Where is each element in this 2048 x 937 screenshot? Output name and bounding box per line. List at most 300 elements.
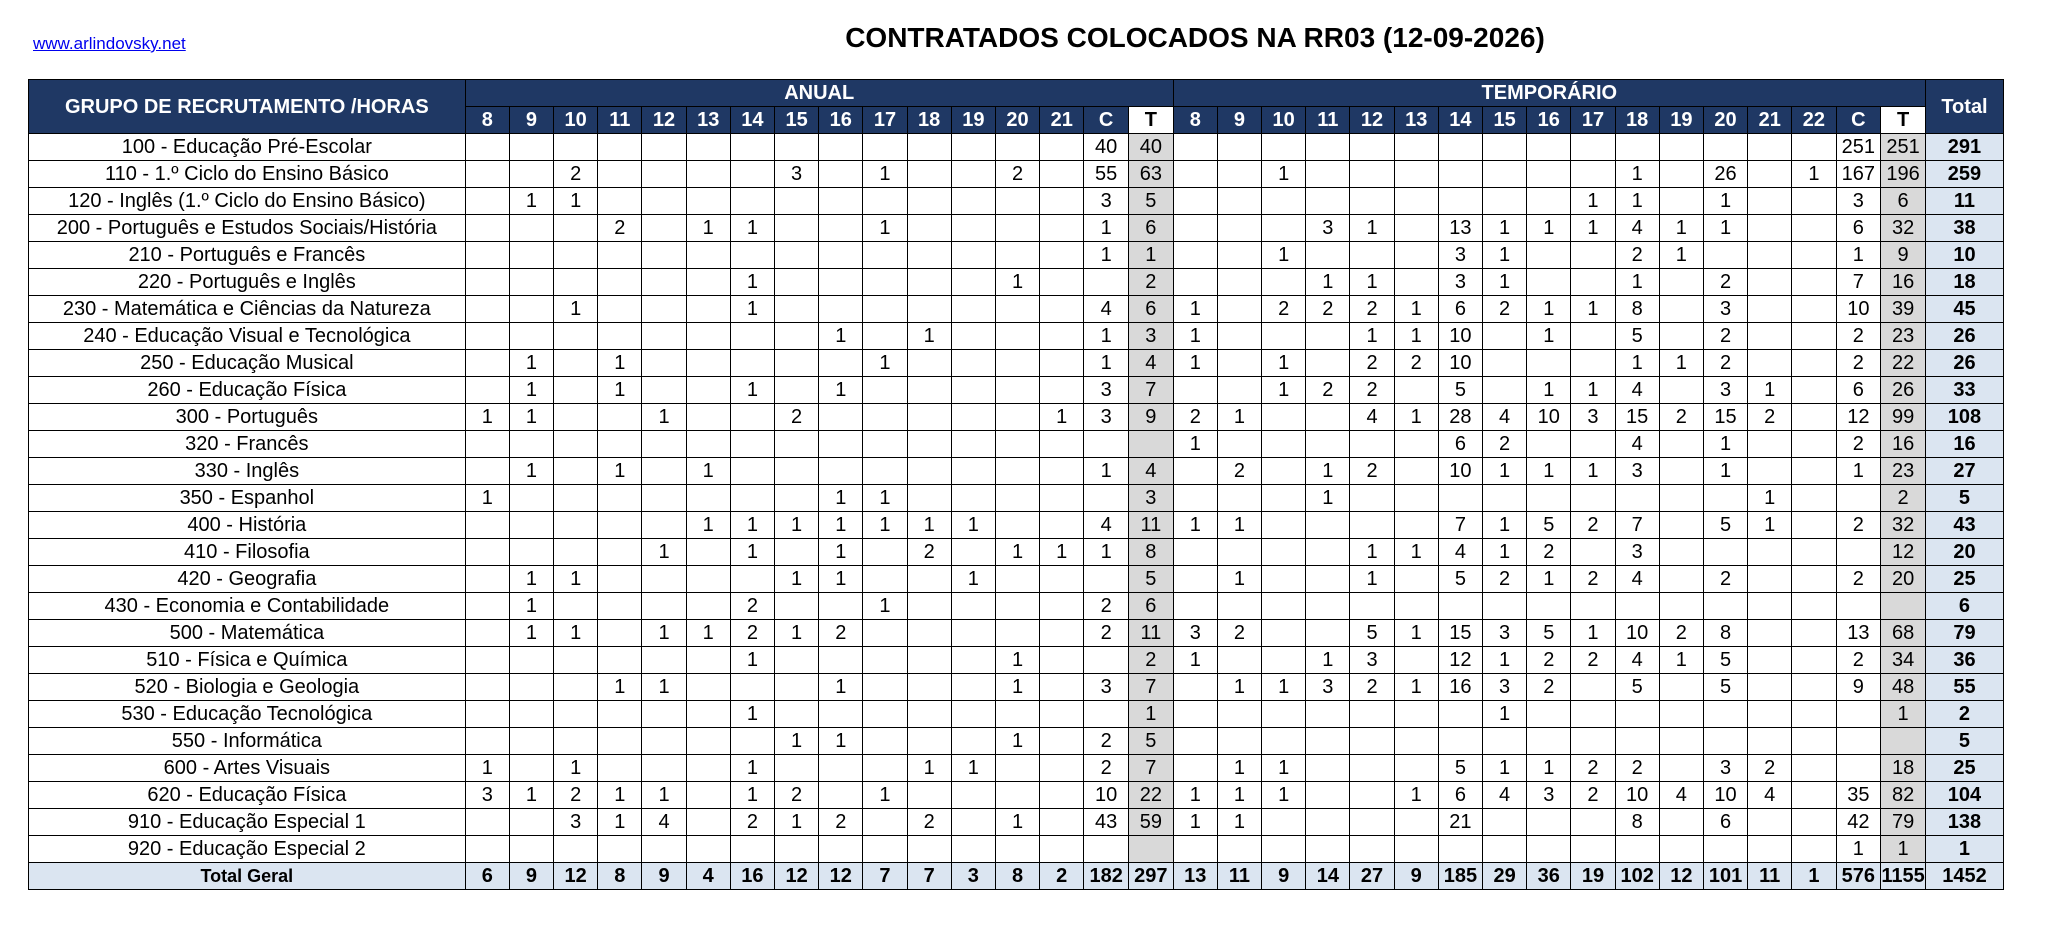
anual-cell: 1 [1084, 458, 1129, 485]
row-total: 104 [1925, 782, 2003, 809]
temp-cell [1527, 431, 1571, 458]
temp-cell: 18 [1881, 755, 1926, 782]
anual-cell [995, 593, 1039, 620]
anual-cell [598, 269, 642, 296]
temp-cell [1571, 539, 1615, 566]
temp-cell: 2 [1217, 458, 1261, 485]
temp-cell [1748, 728, 1792, 755]
temp-cell: 3 [1306, 215, 1350, 242]
anual-cell [598, 134, 642, 161]
anual-cell [686, 269, 730, 296]
anual-cell [1040, 296, 1084, 323]
temp-cell: 1 [1483, 215, 1527, 242]
anual-cell [642, 728, 686, 755]
anual-cell: 2 [819, 809, 863, 836]
temp-cell [1748, 836, 1792, 863]
temp-cell [1792, 458, 1836, 485]
temp-cell: 10 [1615, 782, 1659, 809]
temp-cell: 1 [1262, 350, 1306, 377]
anual-cell: 40 [1129, 134, 1174, 161]
temp-cell [1306, 593, 1350, 620]
anual-cell [1129, 431, 1174, 458]
temp-cell: 23 [1881, 323, 1926, 350]
temp-cell [1571, 350, 1615, 377]
temp-cell [1306, 809, 1350, 836]
temp-cell: 4 [1483, 782, 1527, 809]
temp-cell: 5 [1615, 323, 1659, 350]
table-row [29, 566, 2004, 593]
anual-cell [1040, 809, 1084, 836]
anual-cell: 1 [730, 782, 774, 809]
anual-cell [465, 458, 509, 485]
anual-cell [509, 431, 553, 458]
anual-cell [686, 188, 730, 215]
anual-cell [819, 782, 863, 809]
temp-cell [1792, 215, 1836, 242]
anual-cell: 1 [995, 647, 1039, 674]
temp-cell [1659, 431, 1703, 458]
anual-cell: 1 [554, 566, 598, 593]
temp-cell [1173, 215, 1217, 242]
anual-cell [686, 647, 730, 674]
anual-cell: 1 [509, 593, 553, 620]
anual-cell: 11 [1129, 620, 1174, 647]
temp-cell: 2 [1703, 269, 1747, 296]
row-label: 920 - Educação Especial 2 [29, 836, 466, 863]
anual-cell [1040, 350, 1084, 377]
row-total: 20 [1925, 539, 2003, 566]
temp-cell [1438, 188, 1482, 215]
anual-cell [686, 161, 730, 188]
temp-cell: 32 [1881, 215, 1926, 242]
anual-cell [907, 836, 951, 863]
anual-cell [995, 485, 1039, 512]
anual-cell [951, 188, 995, 215]
temp-cell: 1 [1350, 539, 1394, 566]
temp-cell: 1 [1394, 674, 1438, 701]
row-total: 108 [1925, 404, 2003, 431]
temp-cell: 251 [1881, 134, 1926, 161]
table-row [29, 728, 2004, 755]
temp-cell: 8 [1615, 296, 1659, 323]
anual-cell [995, 323, 1039, 350]
temp-cell [1394, 134, 1438, 161]
temp-cell [1748, 350, 1792, 377]
row-total: 45 [1925, 296, 2003, 323]
temp-cell: 5 [1438, 566, 1482, 593]
anual-cell: 1 [730, 755, 774, 782]
anual-cell [1084, 566, 1129, 593]
temp-cell [1792, 512, 1836, 539]
anual-cell [598, 431, 642, 458]
anual-cell [509, 539, 553, 566]
anual-cell [642, 593, 686, 620]
temp-cell: 3 [1615, 458, 1659, 485]
anual-cell: 1 [598, 458, 642, 485]
temp-cell: 68 [1881, 620, 1926, 647]
anual-cell: 11 [1129, 512, 1174, 539]
temp-cell [1350, 836, 1394, 863]
anual-cell [642, 458, 686, 485]
row-total: 26 [1925, 350, 2003, 377]
anual-cell [465, 269, 509, 296]
anual-cell: 5 [1129, 728, 1174, 755]
row-label: 210 - Português e Francês [29, 242, 466, 269]
temp-cell: 1 [1571, 377, 1615, 404]
anual-cell [907, 404, 951, 431]
temp-cell [1306, 404, 1350, 431]
anual-cell [554, 512, 598, 539]
anual-cell [554, 350, 598, 377]
anual-cell: 1 [774, 512, 818, 539]
row-label: 530 - Educação Tecnológica [29, 701, 466, 728]
anual-cell [1040, 485, 1084, 512]
row-label: 410 - Filosofia [29, 539, 466, 566]
anual-cell [995, 620, 1039, 647]
anual-cell [907, 242, 951, 269]
anual-cell [598, 323, 642, 350]
grand-anual-cell: 8 [598, 863, 642, 890]
temp-cell: 1 [1792, 161, 1836, 188]
anual-cell [774, 539, 818, 566]
temp-cell: 1 [1571, 215, 1615, 242]
table-row [29, 269, 2004, 296]
anual-cell [465, 836, 509, 863]
anual-cell [819, 134, 863, 161]
grand-anual-cell: 297 [1129, 863, 1174, 890]
temp-cell [1703, 242, 1747, 269]
row-label: 300 - Português [29, 404, 466, 431]
anual-cell: 1 [642, 404, 686, 431]
temp-cell [1571, 269, 1615, 296]
temp-cell [1527, 242, 1571, 269]
temp-cell: 2 [1615, 242, 1659, 269]
temp-cell [1703, 728, 1747, 755]
row-total: 5 [1925, 485, 2003, 512]
anual-cell: 2 [907, 539, 951, 566]
temp-cell: 1 [1306, 647, 1350, 674]
row-label: 220 - Português e Inglês [29, 269, 466, 296]
anual-col-header: 14 [730, 107, 774, 134]
temp-cell: 3 [1703, 755, 1747, 782]
grand-anual-cell: 182 [1084, 863, 1129, 890]
temp-cell [1703, 701, 1747, 728]
temp-cell [1615, 728, 1659, 755]
temp-cell: 99 [1881, 404, 1926, 431]
temp-cell: 2 [1350, 377, 1394, 404]
anual-cell [730, 404, 774, 431]
temp-cell: 15 [1438, 620, 1482, 647]
anual-cell [819, 836, 863, 863]
temp-cell: 1 [1350, 323, 1394, 350]
anual-cell [1129, 836, 1174, 863]
anual-cell [730, 836, 774, 863]
temp-cell: 1 [1703, 215, 1747, 242]
temp-cell [1527, 350, 1571, 377]
anual-cell [863, 134, 907, 161]
temp-cell [1173, 836, 1217, 863]
anual-cell: 1 [554, 620, 598, 647]
row-label: 110 - 1.º Ciclo do Ensino Básico [29, 161, 466, 188]
anual-cell: 4 [1129, 458, 1174, 485]
temp-cell: 15 [1615, 404, 1659, 431]
temp-cell: 8 [1703, 620, 1747, 647]
anual-cell: 2 [1129, 647, 1174, 674]
temp-cell: 22 [1881, 350, 1926, 377]
temp-cell: 2 [1527, 674, 1571, 701]
temp-cell [1703, 593, 1747, 620]
anual-cell [730, 485, 774, 512]
temp-cell [1306, 188, 1350, 215]
temp-cell [1394, 485, 1438, 512]
temp-cell [1350, 809, 1394, 836]
grand-anual-cell: 16 [730, 863, 774, 890]
temp-cell: 2 [1571, 647, 1615, 674]
anual-cell: 1 [863, 350, 907, 377]
row-total: 138 [1925, 809, 2003, 836]
anual-cell [554, 431, 598, 458]
row-label: 620 - Educação Física [29, 782, 466, 809]
temp-cell [1748, 566, 1792, 593]
temp-cell [1350, 728, 1394, 755]
temp-cell [1306, 350, 1350, 377]
row-label: 350 - Espanhol [29, 485, 466, 512]
temp-cell [1173, 134, 1217, 161]
temp-cell [1792, 539, 1836, 566]
temp-cell: 1 [1394, 323, 1438, 350]
temp-cell [1217, 836, 1261, 863]
row-label: 250 - Educação Musical [29, 350, 466, 377]
anual-cell [907, 269, 951, 296]
anual-cell [995, 755, 1039, 782]
temp-cell: 1 [1306, 458, 1350, 485]
anual-cell [465, 134, 509, 161]
anual-col-header: 12 [642, 107, 686, 134]
anual-cell [774, 350, 818, 377]
anual-col-header: 10 [554, 107, 598, 134]
temp-cell: 1 [1659, 242, 1703, 269]
temp-cell [1173, 755, 1217, 782]
temp-cell [1748, 269, 1792, 296]
temp-cell: 1 [1703, 431, 1747, 458]
anual-cell [509, 755, 553, 782]
anual-cell [774, 215, 818, 242]
anual-cell [819, 242, 863, 269]
anual-cell: 1 [819, 674, 863, 701]
anual-cell: 1 [642, 620, 686, 647]
temp-cell [1262, 269, 1306, 296]
temp-cell [1792, 485, 1836, 512]
temp-cell: 1 [1571, 458, 1615, 485]
temp-cell: 2 [1350, 458, 1394, 485]
anual-cell [774, 701, 818, 728]
temp-cell: 2 [1306, 377, 1350, 404]
anual-cell: 1 [907, 323, 951, 350]
anual-cell [995, 782, 1039, 809]
anual-cell [730, 188, 774, 215]
temp-cell [1394, 566, 1438, 593]
anual-cell [509, 296, 553, 323]
temp-cell [1792, 701, 1836, 728]
temp-cell [1792, 728, 1836, 755]
anual-cell [951, 701, 995, 728]
temp-cell: 20 [1881, 566, 1926, 593]
anual-cell [686, 836, 730, 863]
anual-cell [863, 269, 907, 296]
anual-cell [598, 836, 642, 863]
anual-cell [774, 836, 818, 863]
anual-cell [774, 323, 818, 350]
anual-cell [642, 188, 686, 215]
temp-cell: 4 [1615, 647, 1659, 674]
temp-cell: 1 [1615, 269, 1659, 296]
temp-cell: 5 [1703, 674, 1747, 701]
anual-cell [730, 431, 774, 458]
anual-cell: 2 [774, 782, 818, 809]
table-row [29, 458, 2004, 485]
anual-cell [774, 593, 818, 620]
temp-cell [1438, 836, 1482, 863]
temp-cell [1792, 377, 1836, 404]
temp-cell: 3 [1615, 539, 1659, 566]
temp-cell [1483, 593, 1527, 620]
temp-cell [1792, 755, 1836, 782]
temp-cell: 2 [1217, 620, 1261, 647]
temp-cell: 16 [1438, 674, 1482, 701]
row-total: 27 [1925, 458, 2003, 485]
anual-cell: 1 [730, 512, 774, 539]
anual-cell [774, 242, 818, 269]
anual-cell: 1 [774, 809, 818, 836]
temp-cell: 2 [1527, 647, 1571, 674]
temp-cell [1217, 296, 1261, 323]
temp-cell [1306, 323, 1350, 350]
anual-cell [730, 728, 774, 755]
anual-cell: 6 [1129, 296, 1174, 323]
source-link[interactable]: www.arlindovsky.net [33, 34, 186, 53]
anual-cell: 4 [642, 809, 686, 836]
temp-cell: 1 [1350, 566, 1394, 593]
anual-cell [1040, 755, 1084, 782]
anual-cell: 3 [1129, 323, 1174, 350]
anual-cell [598, 512, 642, 539]
temp-cell [1306, 566, 1350, 593]
anual-cell [598, 566, 642, 593]
row-label: 520 - Biologia e Geologia [29, 674, 466, 701]
anual-cell [951, 593, 995, 620]
table-row [29, 782, 2004, 809]
temp-cell [1394, 728, 1438, 755]
grand-temp-cell: 11 [1748, 863, 1792, 890]
anual-cell: 3 [1084, 188, 1129, 215]
grand-anual-cell: 12 [819, 863, 863, 890]
temp-cell [1173, 701, 1217, 728]
temp-cell: 10 [1703, 782, 1747, 809]
table-row [29, 647, 2004, 674]
temp-cell [1836, 701, 1881, 728]
anual-cell [907, 593, 951, 620]
temp-cell [1394, 377, 1438, 404]
temp-cell: 2 [1703, 566, 1747, 593]
temp-cell [1571, 728, 1615, 755]
temp-cell: 2 [1394, 350, 1438, 377]
anual-cell [951, 377, 995, 404]
anual-cell: 3 [1084, 674, 1129, 701]
anual-cell [1040, 782, 1084, 809]
temp-cell [1615, 485, 1659, 512]
temp-cell [1571, 431, 1615, 458]
anual-cell: 1 [951, 512, 995, 539]
temp-cell [1483, 836, 1527, 863]
temp-cell [1438, 134, 1482, 161]
anual-cell [465, 566, 509, 593]
temp-cell: 5 [1527, 512, 1571, 539]
anual-cell: 7 [1129, 377, 1174, 404]
temp-cell: 3 [1173, 620, 1217, 647]
temp-cell: 2 [1836, 431, 1881, 458]
anual-cell: 1 [907, 512, 951, 539]
anual-cell [554, 836, 598, 863]
temp-cell [1438, 593, 1482, 620]
anual-cell [1084, 269, 1129, 296]
table-body [29, 134, 2004, 890]
temp-cell: 9 [1836, 674, 1881, 701]
anual-cell: 63 [1129, 161, 1174, 188]
temp-cell [1173, 458, 1217, 485]
temp-cell: 1 [1527, 755, 1571, 782]
anual-cell [774, 431, 818, 458]
page-title: CONTRATADOS COLOCADOS NA RR03 (12-09-2026) [845, 22, 1545, 53]
anual-cell: 1 [686, 620, 730, 647]
temp-cell [1350, 512, 1394, 539]
temp-cell [1173, 269, 1217, 296]
temp-cell [1262, 566, 1306, 593]
anual-cell [863, 404, 907, 431]
anual-cell [465, 728, 509, 755]
temp-cell: 1 [1217, 755, 1261, 782]
temp-cell [1792, 647, 1836, 674]
anual-cell [465, 620, 509, 647]
anual-cell: 2 [554, 161, 598, 188]
temp-cell: 2 [1571, 566, 1615, 593]
temp-cell [1836, 728, 1881, 755]
anual-cell [907, 134, 951, 161]
temp-cell [1881, 593, 1926, 620]
anual-cell [554, 377, 598, 404]
table-row [29, 323, 2004, 350]
temp-cell: 1 [1217, 809, 1261, 836]
anual-cell [863, 377, 907, 404]
anual-cell [819, 701, 863, 728]
temp-cell: 1 [1527, 458, 1571, 485]
temp-cell [1748, 296, 1792, 323]
temp-cell [1262, 485, 1306, 512]
temp-cell: 1 [1262, 377, 1306, 404]
anual-cell [598, 755, 642, 782]
anual-cell [774, 485, 818, 512]
anual-cell [642, 701, 686, 728]
row-label: 420 - Geografia [29, 566, 466, 593]
temp-cell [1659, 674, 1703, 701]
temp-cell: 6 [1438, 431, 1482, 458]
temp-cell [1394, 161, 1438, 188]
anual-cell: 59 [1129, 809, 1174, 836]
temp-col-header: C [1836, 107, 1881, 134]
anual-col-header: 19 [951, 107, 995, 134]
anual-cell [509, 701, 553, 728]
temp-cell [1527, 701, 1571, 728]
temp-cell [1262, 539, 1306, 566]
